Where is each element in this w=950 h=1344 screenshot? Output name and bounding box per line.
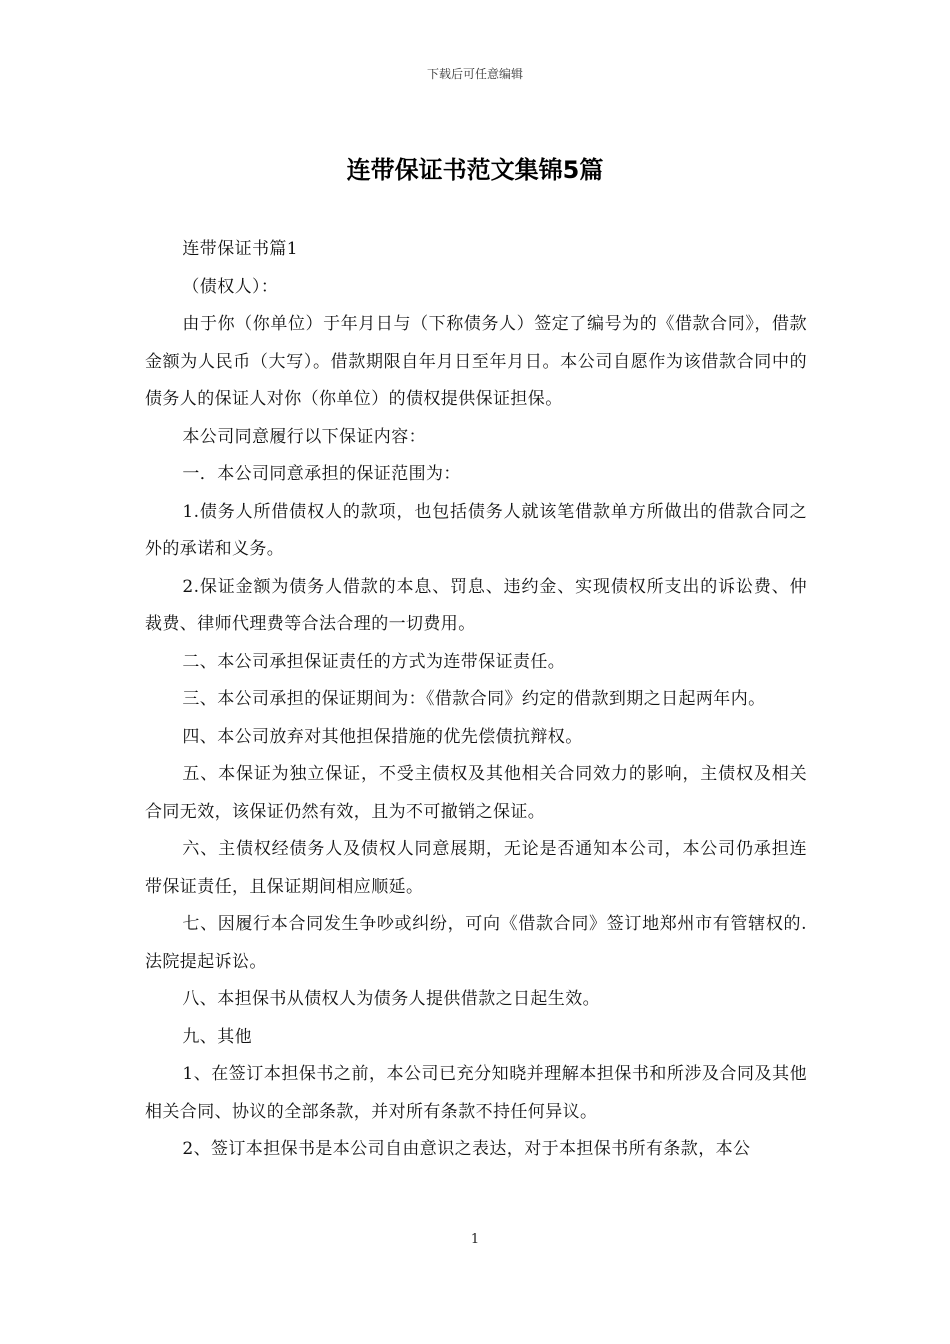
- clause-item: 2.保证金额为债务人借款的本息、罚息、违约金、实现债权所支出的诉讼费、仲裁费、律师代理费等合法合理的一切费用。: [145, 576, 807, 634]
- clause-item: 2、签订本担保书是本公司自由意识之表达，对于本担保书所有条款，本公: [182, 1139, 751, 1159]
- clause-heading: 九、其他: [182, 1026, 252, 1047]
- body-paragraph: 由于你（你单位）于年月日与（下称债务人）签定了编号为的《借款合同》，借款金额为人民币（大写）。借款期限自年月日至年月日。本公司自愿作为该借款合同中的债务人的保证人对你（你单位）的债权提供保证担保。: [145, 314, 807, 409]
- addressee-line: （债权人）：: [182, 276, 279, 297]
- clause-heading: 四、本公司放弃对其他担保措施的优先偿债抗辩权。: [182, 726, 583, 747]
- page-number: 1: [470, 1232, 480, 1247]
- body-paragraph: 本公司同意履行以下保证内容：: [182, 426, 426, 447]
- document-title: 连带保证书范文集锦5篇: [346, 156, 604, 184]
- clause-item: 1.债务人所借债权人的款项，也包括债务人就该笔借款单方所做出的借款合同之外的承诺和义务。: [145, 501, 807, 559]
- clause-heading: 六、主债权经债务人及债权人同意展期，无论是否通知本公司，本公司仍承担连带保证责任，且保证期间相应顺延。: [145, 839, 807, 897]
- clause-heading: 一．本公司同意承担的保证范围为：: [182, 464, 461, 484]
- clause-heading: 八、本担保书从债权人为债务人提供借款之日起生效。: [182, 989, 600, 1009]
- page-header: 下载后可任意编辑: [426, 67, 523, 81]
- clause-heading: 三、本公司承担的保证期间为：《借款合同》约定的借款到期之日起两年内。: [182, 689, 766, 709]
- document-body: [145, 231, 807, 1169]
- section-heading: 连带保证书篇1: [182, 239, 299, 259]
- clause-heading: 七、因履行本合同发生争吵或纠纷，可向《借款合同》签订地郑州市有管辖权的.法院提起诉讼。: [145, 914, 807, 972]
- clause-item: 1、在签订本担保书之前，本公司已充分知晓并理解本担保书和所涉及合同及其他相关合同、协议的全部条款，并对所有条款不持任何异议。: [145, 1064, 807, 1122]
- clause-heading: 五、本保证为独立保证，不受主债权及其他相关合同效力的影响，主债权及相关合同无效，该保证仍然有效，且为不可撤销之保证。: [145, 764, 807, 822]
- clause-heading: 二、本公司承担保证责任的方式为连带保证责任。: [182, 651, 566, 672]
